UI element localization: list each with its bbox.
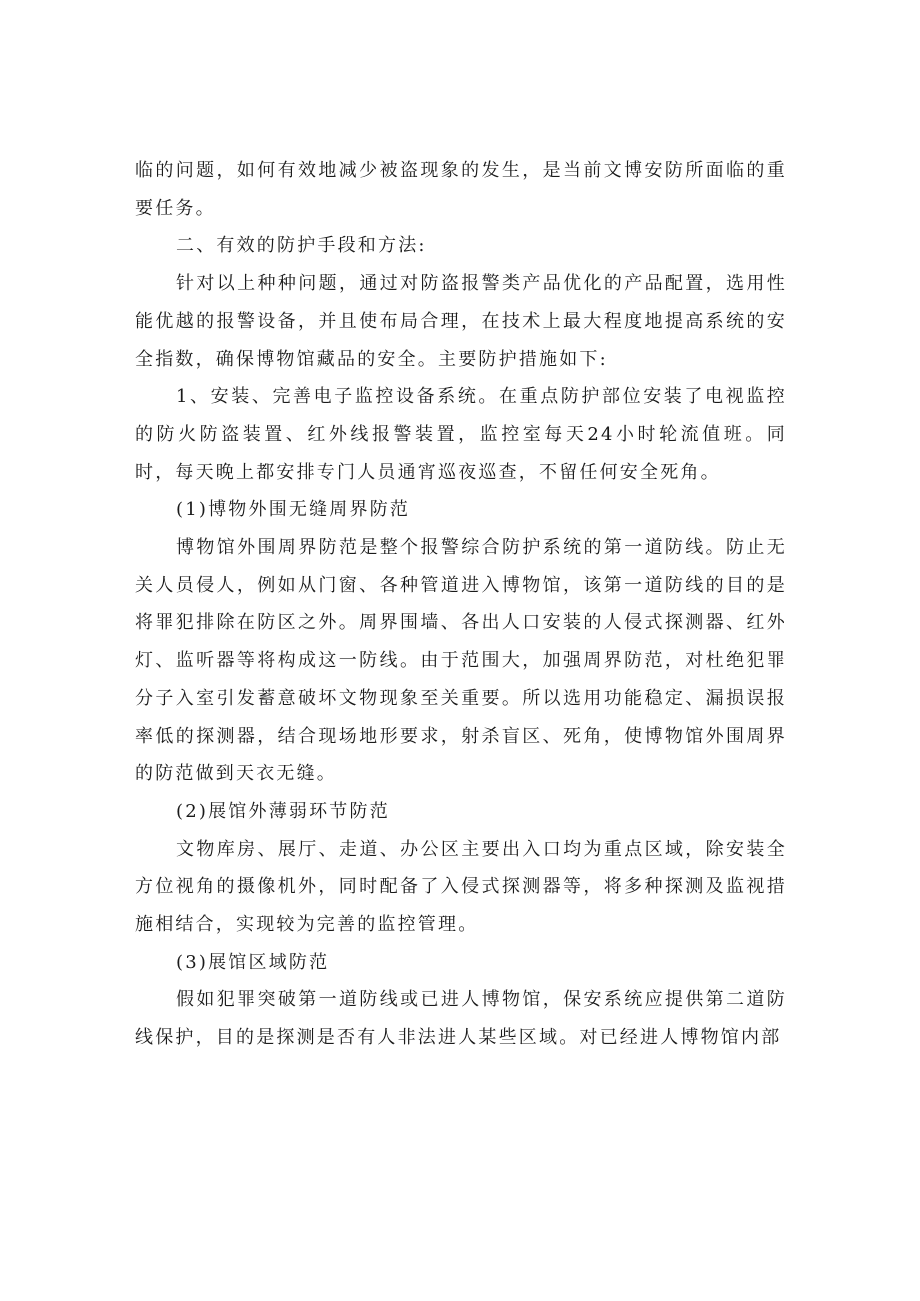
subsection-heading: (2)展馆外薄弱环节防范 (176, 800, 390, 822)
subsection-heading: (3)展馆区域防范 (176, 951, 330, 973)
paragraph: 博物馆外围周界防范是整个报警综合防护系统的第一道防线。防止无关人员侵人，例如从门窗、各种管道进入博物馆，该第一道防线的目的是将罪犯排除在防区之外。周界围墙、各出人口安装的人侵式探测器、红外灯、监听器等将构成这一防线。由于范围大，加强周界防范，对杜绝犯罪分子入室引发蓄意破坏文物现象至关重要。所以选用功能稳定、漏损误报率低的探测器，结合现场地形要求，射杀盲区、死角，使博物馆外围周界的防范做到天衣无缝。 (135, 537, 787, 785)
paragraph: 针对以上种种问题，通过对防盗报警类产品优化的产品配置，选用性能优越的报警设备，并且使布局合理，在技术上最大程度地提高系统的安全指数，确保博物馆藏品的安全。主要防护措施如下: (135, 273, 787, 370)
document-body (135, 152, 787, 1057)
paragraph: 1、安装、完善电子监控设备系统。在重点防护部位安装了电视监控的防火防盗装置、红外线报警装置，监控室每天24小时轮流值班。同时，每天晚上都安排专门人员通宵巡夜巡查，不留任何安全死角。 (135, 386, 787, 483)
paragraph-continuation: 临的问题，如何有效地减少被盗现象的发生，是当前文博安防所面临的重要任务。 (135, 160, 787, 219)
paragraph: 假如犯罪突破第一道防线或已进人博物馆，保安系统应提供第二道防线保护，目的是探测是否有人非法进人某些区域。对已经进人博物馆内部 (135, 989, 787, 1049)
subsection-heading: (1)博物外围无缝周界防范 (176, 499, 411, 521)
section-heading: 二、有效的防护手段和方法: (176, 235, 427, 257)
paragraph: 文物库房、展厅、走道、办公区主要出入口均为重点区域，除安装全方位视角的摄像机外，同时配备了入侵式探测器等，将多种探测及监视措施相结合，实现较为完善的监控管理。 (135, 838, 787, 936)
